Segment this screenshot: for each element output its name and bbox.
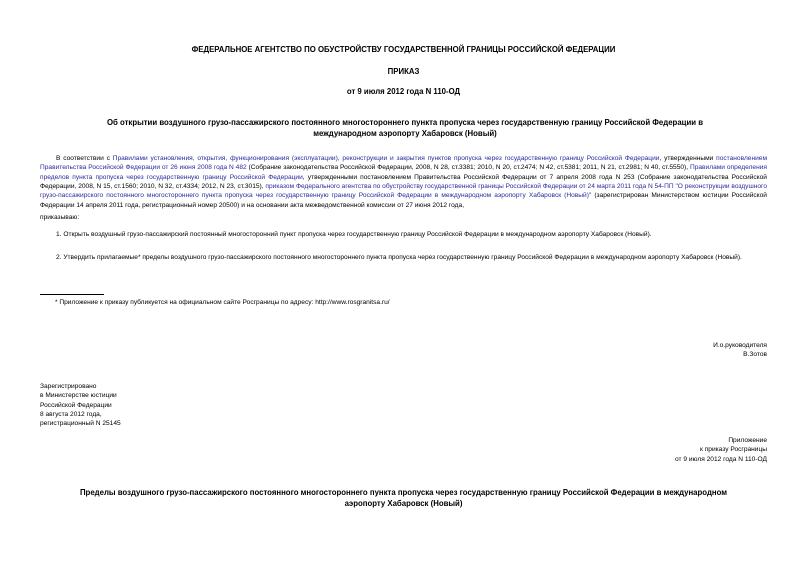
link-resolution-482[interactable]: постановлением Правительства Российской Федерации от 26 июня 2008 года N 482 — [40, 155, 767, 172]
preamble-text-2: , утвержденными — [659, 155, 717, 162]
appendix-line-3: от 9 июля 2012 года N 110-ОД — [675, 455, 767, 463]
registration-line-5: регистрационный N 25145 — [40, 420, 121, 428]
appendix-title: Пределы воздушного грузо-пассажирского постоянного многостороннего пункта пропуска через государственную границу Российской Федерации в международном аэропорту Хабаровск (Новый) — [79, 488, 728, 509]
footnote-divider — [40, 294, 104, 295]
doc-title: Об открытии воздушного грузо-пассажирского постоянного многостороннего пункта пропуска через государственную границу Российской Федерации в международном аэропорту Хабаровск (Новый) — [106, 118, 703, 139]
registration-block — [40, 382, 121, 429]
link-order-54pp[interactable]: приказом Федерального агентства по обустройству государственной границы Российской Федерации от 24 марта 2011 года N 54-ПП "О реконструкции воздушного грузо-пассажирского постоянного многостороннего пункта пропуска через государственную границу Российской Федерации в международном аэропорту Хабаровск (Новый)" — [40, 183, 767, 200]
registration-line-4: 8 августа 2012 года, — [40, 411, 102, 419]
preamble-text-3: (Собрание законодательства Российской Федерации, 2008, N 28, ст.3381; 2010, N 20, ст.2474; N 42, ст.5381; 2011, N 21, ст.2981; N 40, ст.5550), — [246, 164, 690, 172]
agency-name: ФЕДЕРАЛЬНОЕ АГЕНТСТВО ПО ОБУСТРОЙСТВУ ГОСУДАРСТВЕННОЙ ГРАНИЦЫ РОССИЙСКОЙ ФЕДЕРАЦИИ — [191, 45, 616, 54]
orders-word: приказываю: — [40, 214, 80, 221]
preamble-paragraph — [40, 154, 767, 210]
appendix-line-1: Приложение — [728, 437, 767, 444]
link-rules-checkpoints[interactable]: Правилами установления, открытия, функционирования (эксплуатации), реконструкции и закрытия пунктов пропуска через государственную границу Российской Федерации — [112, 155, 660, 162]
registration-line-1: Зарегистрировано — [40, 383, 97, 390]
footnote: * Приложение к приказу публикуется на официальном сайте Росграницы по адресу: http://www.rosgranitsa.ru/ — [55, 299, 390, 306]
preamble-text-1: В соответствии с — [56, 155, 113, 162]
appendix-line-2: к приказу Росграницы — [700, 446, 767, 454]
signature-block — [713, 341, 767, 360]
appendix-block — [675, 436, 767, 464]
registration-line-2: в Министерстве юстиции — [40, 392, 117, 400]
signer-position: И.о.руководителя — [713, 342, 767, 349]
preamble-text-5: (зарегистрирован Министерством юстиции Российской Федерации 14 апреля 2011 года, регистрационный номер 20500) и на основании акта межведомственной комиссии от 27 июня 2012 года, — [40, 192, 767, 209]
preamble-text-4: , утвержденными постановлением Правительства Российской Федерации от 7 апреля 2008 года N 253 (Собрание законодательства Российской Федерации, 2008, N 15, ст.1560; 2010, N 32, ст.4334; 2012, N 23, ст.3015), — [40, 173, 767, 191]
doc-date-number: от 9 июля 2012 года N 110-ОД — [346, 87, 461, 96]
order-item-1: 1. Открыть воздушный грузо-пассажирский постоянный многосторонний пункт пропуска через государственную границу Российской Федерации в международном аэропорту Хабаровск (Новый). — [56, 231, 652, 238]
doc-type: ПРИКАЗ — [387, 67, 420, 76]
order-item-2: 2. Утвердить прилагаемые* пределы воздушного грузо-пассажирского постоянного многостороннего пункта пропуска через государственную границу Российской Федерации в международном аэропорту Хабаровск (Новый). — [56, 254, 742, 261]
link-rules-limits[interactable]: Правилами определения пределов пункта пропуска через государственную границу Российской Федерации — [40, 164, 767, 181]
signer-name: В.Зотов — [743, 351, 767, 359]
registration-line-3: Российской Федерации — [40, 401, 112, 409]
